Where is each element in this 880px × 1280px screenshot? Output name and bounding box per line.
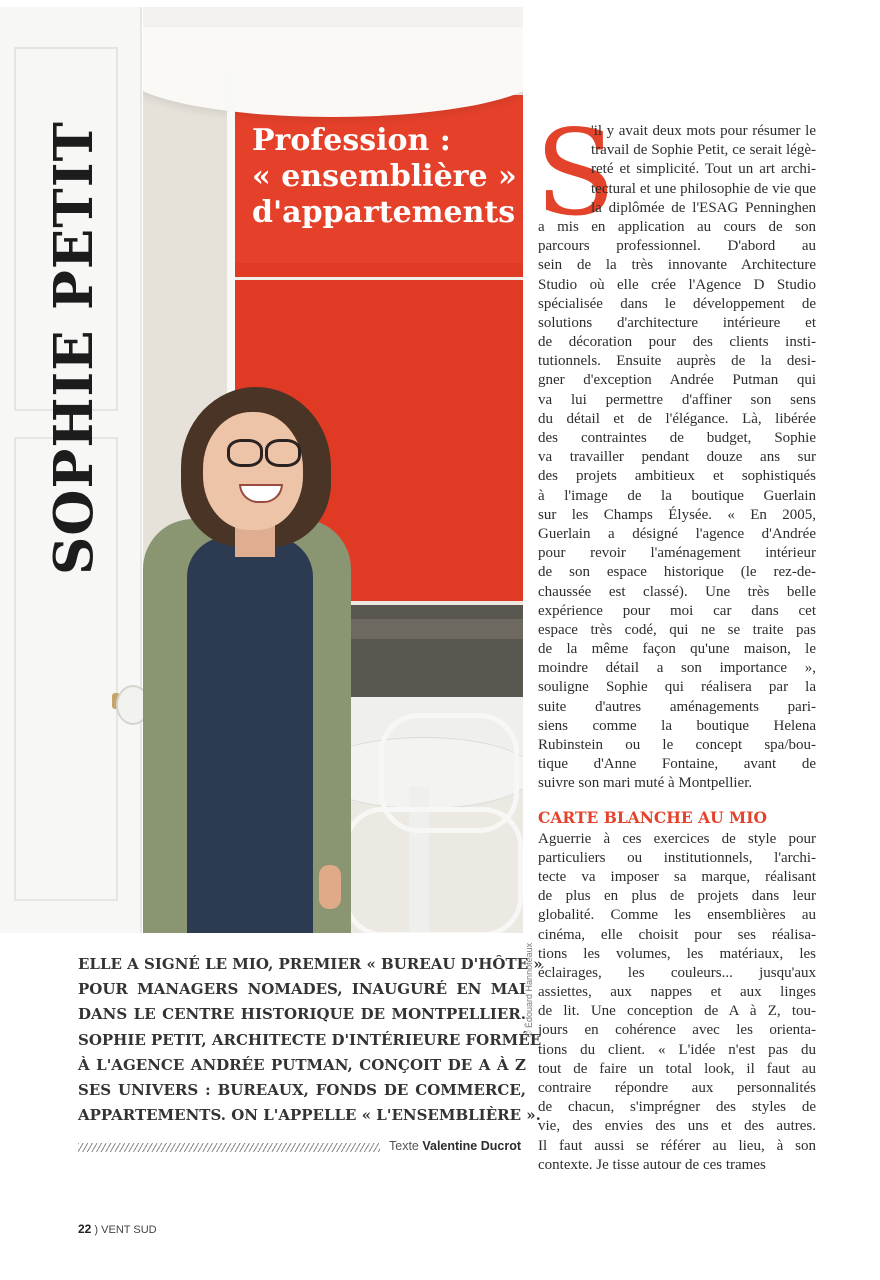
- article-line: éclairages, les couleurs... jusqu'aux: [538, 964, 816, 981]
- chapeau-line: POUR MANAGERS NOMADES, INAUGURÉ EN MAI: [78, 980, 526, 999]
- article-line: tions du client. « L'idée n'est pas du: [538, 1041, 816, 1058]
- title-line: Profession :: [252, 123, 451, 158]
- title-line: d'appartements: [252, 195, 516, 230]
- byline-label: Texte: [389, 1139, 423, 1153]
- chapeau-line: SES UNIVERS : BUREAUX, FONDS DE COMMERCE,: [78, 1080, 526, 1099]
- article-line: la diplômée de l'ESAG Penninghen: [591, 199, 816, 216]
- article-line: contraire répondre aux personnalités: [538, 1080, 816, 1096]
- chapeau-line: À L'AGENCE ANDRÉE PUTMAN, CONÇOIT DE A À Z: [78, 1055, 526, 1074]
- hatch-rule: [78, 1143, 380, 1152]
- article-line: de décoration pour des clients insti-: [538, 334, 816, 351]
- article-line: travail de Sophie Petit, ce serait légè-: [591, 142, 816, 159]
- photo-dress: [187, 537, 313, 933]
- section-subhead: CARTE BLANCHE AU MIO: [538, 807, 767, 827]
- article-line: suite d'autres aménagements pari-: [538, 698, 816, 715]
- article-line: tions les volumes, les matériaux, les: [538, 945, 816, 962]
- article-line: Studio où elle crée l'Agence D Studio: [538, 276, 816, 293]
- article-line: particuliers ou institutionnels, l'archi-: [538, 849, 816, 866]
- article-line: gner d'exception Andrée Putman qui: [538, 372, 816, 389]
- article-line: tectural et une philosophie de vie que: [591, 180, 816, 197]
- article-line: sur les Champs Élysée. « En 2005,: [538, 506, 816, 523]
- article-line: tout de faire un total look, il faut au: [538, 1060, 816, 1077]
- article-line: suivre son mari muté à Montpellier.: [538, 775, 753, 792]
- article-paragraph-1: [538, 122, 816, 794]
- article-line: des projets ambitieux et sophistiqués: [538, 468, 816, 485]
- article-line: a mis en application au cours de son: [538, 218, 816, 235]
- article-line: spécialisée dans le développement de: [538, 295, 816, 312]
- vertical-name-text: SOPHIE PETIT: [43, 121, 105, 575]
- folio: [78, 1222, 157, 1236]
- glasses-icon: [227, 439, 263, 467]
- article-line: espace très codé, qui ne se traite pas: [538, 621, 816, 638]
- article-line: va lui permettre d'affiner son sens: [538, 391, 816, 408]
- article-line: solutions d'architecture intérieure et: [538, 314, 816, 331]
- photo-credit-text: © Édouard Hannoteaux: [524, 942, 534, 1038]
- photo-chair: [343, 807, 523, 933]
- article-line: reté et simplicité. Tout un art archi-: [591, 161, 816, 178]
- article-line: de son espace historique (le rez-de-: [538, 564, 816, 581]
- magazine-name: VENT SUD: [101, 1224, 157, 1236]
- article-line: souligne Sophie qui réalisera par la: [538, 679, 816, 696]
- title-line: « ensemblière »: [252, 159, 517, 194]
- chapeau-line: SOPHIE PETIT, ARCHITECTE D'INTÉRIEURE FORMÉE: [78, 1030, 542, 1049]
- vertical-name: [43, 108, 105, 588]
- article-body: [538, 122, 816, 1175]
- article-line: moindre détail a son importance »,: [538, 660, 816, 677]
- article-line: jours en cohérence avec les orienta-: [538, 1022, 816, 1039]
- article-line: tutionnels. Ensuite auprès de la desi-: [538, 353, 816, 370]
- article-line: de la même façon qu'une maison, le: [538, 641, 816, 658]
- article-line: du détail et de l'élégance. Là, libérée: [538, 410, 816, 427]
- photo-wall-seam: [227, 277, 523, 280]
- article-line: globalité. Comme les ensemblières au: [538, 907, 816, 924]
- article-title: [252, 123, 517, 231]
- article-line: contexte. Je tisse autour de ces trames: [538, 1156, 766, 1173]
- article-line: vie, des envies des uns et des autres.: [538, 1118, 816, 1135]
- article-line: tique d'Anne Fontaine, avant de: [538, 756, 816, 773]
- article-line: Aguerrie à ces exercices de style pour: [538, 830, 816, 847]
- photo-face: [203, 412, 303, 530]
- article-line: Rubinstein ou le concept spa/bou-: [538, 737, 816, 753]
- article-line: siens comme la boutique Helena: [538, 717, 816, 734]
- chapeau-line: ELLE A SIGNÉ LE MIO, PREMIER « BUREAU D'HÔTE »: [78, 955, 543, 973]
- chapeau-line: DANS LE CENTRE HISTORIQUE DE MONTPELLIER.: [78, 1005, 526, 1024]
- byline: [389, 1139, 529, 1153]
- glasses-icon: [265, 439, 301, 467]
- article-line: Il faut aussi se référer au lieu, à son: [538, 1137, 816, 1154]
- article-line: va travailler pendant douze ans sur: [538, 449, 816, 466]
- article-line: sein de la très innovante Architecture: [538, 257, 816, 274]
- article-line: Guerlain a désigné l'agence d'Andrée: [538, 525, 816, 542]
- byline-author: Valentine Ducrot: [422, 1139, 521, 1153]
- article-line: pour revoir l'aménagement intérieur: [538, 545, 816, 562]
- article-line: parcours professionnel. D'abord au: [538, 238, 816, 255]
- article-line: de chacun, s'imprégner des styles de: [538, 1099, 816, 1116]
- page-number: 22: [78, 1222, 92, 1236]
- article-line: tecte va imposer sa marque, réalisant: [538, 868, 816, 885]
- article-line: de lit. Une conception de A à Z, tou-: [538, 1003, 816, 1020]
- article-line: des contraintes de budget, Sophie: [538, 430, 816, 446]
- article-line: expérience pour moi car dans cet: [538, 602, 816, 619]
- chapeau-line: APPARTEMENTS. ON L'APPELLE « L'ENSEMBLIÈRE ».: [78, 1106, 541, 1125]
- article-line: assiettes, aux nappes et aux linges: [538, 984, 816, 1001]
- folio-separator: ): [94, 1224, 102, 1236]
- photo-hand: [319, 865, 341, 909]
- article-line: de plus en plus de projets dans leur: [538, 888, 816, 905]
- photo-curtain: [143, 27, 523, 117]
- article-line: chaussée est classé). Une très belle: [538, 583, 816, 600]
- article-line: 'il y avait deux mots pour résumer le: [591, 123, 816, 139]
- article-line: cinéma, elle choisit pour ses réalisa-: [538, 926, 816, 943]
- article-paragraph-2: [538, 830, 816, 1175]
- photo-marble-edge: [333, 619, 523, 639]
- article-line: à l'image de la boutique Guerlain: [538, 487, 816, 504]
- drop-cap: S: [535, 104, 616, 242]
